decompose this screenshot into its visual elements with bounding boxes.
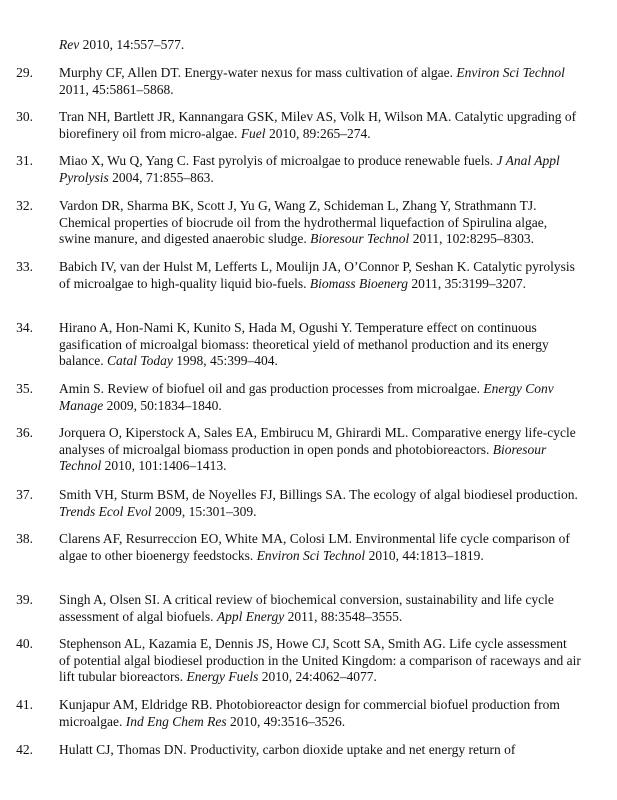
reference-authors-title: Kunjapur AM, Eldridge RB. Photobioreactor design for commercial biofuel production from microalgae. xyxy=(59,697,560,729)
reference-text xyxy=(59,320,581,370)
reference-journal: Bioresour Technol xyxy=(59,441,547,474)
reference-number: 29. xyxy=(16,65,33,80)
reference-authors-title: Amin S. Review of biofuel oil and gas production processes from microalgae. xyxy=(59,381,484,396)
reference-authors-title: Hulatt CJ, Thomas DN. Productivity, carbon dioxide uptake and net energy return of xyxy=(59,742,516,757)
reference-text xyxy=(59,531,581,564)
reference-number: 39. xyxy=(16,592,33,607)
reference-journal: Environ Sci Technol xyxy=(256,547,366,563)
reference-number: 33. xyxy=(16,259,33,274)
reference-number: 40. xyxy=(16,636,33,651)
reference-authors-title: Hirano A, Hon-Nami K, Kunito S, Hada M, Ogushi Y. Temperature effect on continuous gasification of microalgal biomass: theoretical yield of methanol production and its energy balance. xyxy=(59,320,549,369)
reference-authors-title: Vardon DR, Sharma BK, Scott J, Yu G, Wang Z, Schideman L, Zhang Y, Strathmann TJ. Chemical properties of biocrude oil from the hydrothermal liquefaction of Spirulina algae, swine manure, and digested anaerobic sludge. xyxy=(59,198,548,247)
reference-text xyxy=(59,425,581,475)
reference-text xyxy=(59,37,581,54)
reference-text xyxy=(59,487,581,520)
reference-citation: 2010, 89:265–274. xyxy=(265,125,371,141)
reference-journal: Bioresour Technol xyxy=(310,231,410,247)
reference-text xyxy=(59,65,581,98)
reference-citation: 2010, 101:1406–1413. xyxy=(101,458,227,474)
reference-journal: Rev xyxy=(59,37,80,52)
reference-authors-title: Babich IV, van der Hulst M, Lefferts L, Moulijn JA, O’Connor P, Seshan K. Catalytic pyrolysis of microalgae to high-quality liquid bio-fuels. xyxy=(59,259,575,291)
reference-text xyxy=(59,592,581,625)
reference-journal: Environ Sci Technol xyxy=(456,65,565,80)
reference-number: 30. xyxy=(16,109,33,124)
reference-citation: 1998, 45:399–404. xyxy=(172,353,278,369)
reference-text xyxy=(59,198,581,248)
reference-journal: J Anal Appl Pyrolysis xyxy=(59,153,560,185)
reference-text xyxy=(59,636,581,686)
reference-text xyxy=(59,697,581,730)
reference-number: 36. xyxy=(16,425,33,440)
reference-authors-title: Miao X, Wu Q, Yang C. Fast pyrolyis of microalgae to produce renewable fuels. xyxy=(59,153,497,168)
reference-authors-title: Clarens AF, Resurreccion EO, White MA, Colosi LM. Environmental life cycle comparison of algae to other bioenergy feedstocks. xyxy=(59,531,570,563)
reference-number: 35. xyxy=(16,381,33,396)
reference-citation: 2010, 44:1813–1819. xyxy=(365,547,484,563)
reference-journal: Ind Eng Chem Res xyxy=(125,713,227,729)
reference-text xyxy=(59,153,581,186)
reference-number: 41. xyxy=(16,697,33,712)
reference-citation: 2009, 15:301–309. xyxy=(151,503,257,519)
reference-authors-title: Murphy CF, Allen DT. Energy-water nexus for mass cultivation of algae. xyxy=(59,65,457,80)
reference-citation: 2010, 49:3516–3526. xyxy=(226,713,346,729)
reference-citation: 2011, 88:3548–3555. xyxy=(284,608,403,624)
reference-text xyxy=(59,742,581,759)
reference-authors-title: Tran NH, Bartlett JR, Kannangara GSK, Milev AS, Volk H, Wilson MA. Catalytic upgrading of biorefinery oil from micro-algae. xyxy=(59,109,577,141)
reference-citation: 2009, 50:1834–1840. xyxy=(103,397,222,413)
reference-journal: Catal Today xyxy=(106,353,173,369)
reference-number: 42. xyxy=(16,742,33,757)
reference-journal: Trends Ecol Evol xyxy=(59,503,152,519)
reference-journal: Appl Energy xyxy=(216,608,285,624)
reference-citation: 2004, 71:855–863. xyxy=(108,169,214,185)
reference-text xyxy=(59,259,581,292)
reference-citation: 2011, 45:5861–5868. xyxy=(59,81,174,97)
reference-citation: 2011, 35:3199–3207. xyxy=(407,275,526,291)
reference-journal: Energy Conv Manage xyxy=(59,381,554,413)
reference-authors-title: Smith VH, Sturm BSM, de Noyelles FJ, Billings SA. The ecology of algal biodiesel production. xyxy=(59,487,578,502)
reference-authors-title: Singh A, Olsen SI. A critical review of biochemical conversion, sustainability and life cycle assessment of algal biofuels. xyxy=(59,592,554,624)
reference-number: 34. xyxy=(16,320,33,335)
reference-number: 31. xyxy=(16,153,33,168)
reference-journal: Fuel xyxy=(240,125,266,141)
reference-text xyxy=(59,381,581,414)
reference-number: 37. xyxy=(16,487,33,502)
reference-authors-title: Jorquera O, Kiperstock A, Sales EA, Embirucu M, Ghirardi ML. Comparative energy life-cycle analyses of microalgal biomass production in open ponds and photobioreactors. xyxy=(59,425,576,457)
reference-citation: 2010, 14:557–577. xyxy=(79,37,185,52)
reference-citation: 2010, 24:4062–4077. xyxy=(258,669,377,685)
reference-number: 32. xyxy=(16,198,33,213)
reference-authors-title: Stephenson AL, Kazamia E, Dennis JS, Howe CJ, Scott SA, Smith AG. Life cycle assessment of potential algal biodiesel production in the United Kingdom: a comparison of raceways and air lift tubular bioreactors. xyxy=(59,636,581,685)
reference-journal: Energy Fuels xyxy=(186,669,259,685)
reference-citation: 2011, 102:8295–8303. xyxy=(409,231,535,247)
reference-number: 38. xyxy=(16,531,33,546)
reference-journal: Biomass Bioenerg xyxy=(309,275,408,291)
reference-text xyxy=(59,109,581,142)
